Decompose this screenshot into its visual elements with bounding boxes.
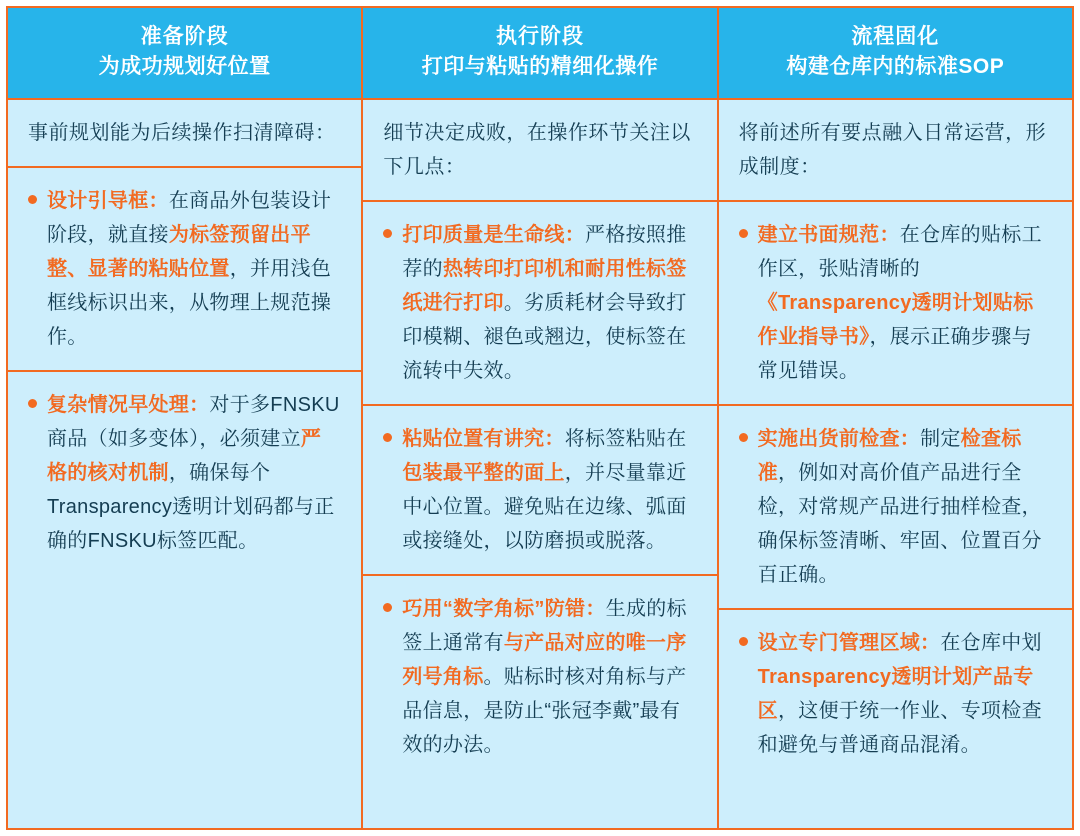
- bullet-lead: 设计引导框：: [47, 190, 169, 212]
- column-intro-text: 将前述所有要点融入日常运营，形成制度：: [719, 100, 1072, 202]
- column-header-execution: [363, 8, 716, 100]
- column-intro-text: 细节决定成败，在操作环节关注以下几点：: [363, 100, 716, 202]
- bullet-rest-1: 生成的标签上通常有: [402, 598, 687, 654]
- column-title-line2: 打印与粘贴的精细化操作: [421, 55, 659, 78]
- column-title-line1: 准备阶段: [140, 25, 229, 48]
- bullet-rest-2: 。劣质耗材会导致打印模糊、褪色或翘边，使标签在流转中失效。: [402, 292, 687, 382]
- bullet-lead: 巧用“数字角标”防错：: [402, 598, 606, 620]
- column-title-line1: 执行阶段: [495, 25, 584, 48]
- bullet-text: [28, 184, 341, 354]
- bullet-emphasis-1: 与产品对应的唯一序列号角标: [402, 632, 687, 688]
- column-execution: [361, 8, 716, 828]
- list-item: [719, 202, 1072, 404]
- column-intro-text: 事前规划能为后续操作扫清障碍：: [8, 100, 361, 168]
- bullet-rest-2: ，确保每个Transparency透明计划码都与正确的FNSKU标签匹配。: [47, 462, 335, 552]
- list-item: [719, 608, 1072, 778]
- bullet-emphasis-1: 严格的核对机制: [47, 428, 322, 484]
- bullet-rest-1: 在仓库的贴标工作区，张贴清晰的: [757, 224, 1042, 280]
- bullet-lead: 建立书面规范：: [757, 224, 900, 246]
- bullet-lead: 复杂情况早处理：: [47, 394, 210, 416]
- bullet-rest-1: 将标签粘贴在: [564, 428, 687, 450]
- bullet-dot-icon: [739, 229, 748, 238]
- bullet-rest-2: ，并用浅色框线标识出来，从物理上规范操作。: [47, 258, 332, 348]
- list-item: [8, 168, 361, 370]
- bullet-rest-1: 在仓库中划: [940, 632, 1042, 654]
- column-standardization: [717, 8, 1072, 828]
- bullet-rest-2: ，例如对高价值产品进行全检，对常规产品进行抽样检查，确保标签清晰、牢固、位置百分百正确。: [757, 462, 1042, 586]
- bullet-text: [739, 218, 1052, 388]
- bullet-emphasis-1: 《Transparency透明计划贴标作业指导书》: [757, 292, 1034, 348]
- column-title-line1: 流程固化: [851, 25, 940, 48]
- bullet-rest-1: 在商品外包装设计阶段，就直接: [47, 190, 332, 246]
- bullet-rest-1: 对于多FNSKU商品（如多变体），必须建立: [47, 394, 340, 450]
- column-preparation: [8, 8, 361, 828]
- bullet-lead: 设立专门管理区域：: [757, 632, 941, 654]
- bullet-text: [739, 422, 1052, 592]
- bullet-dot-icon: [739, 433, 748, 442]
- column-title-line2: 为成功规划好位置: [98, 55, 271, 78]
- column-title-line2: 构建仓库内的标准SOP: [786, 55, 1005, 78]
- column-header-standardization: [719, 8, 1072, 100]
- column-header-preparation: [8, 8, 361, 100]
- bullet-emphasis-1: 检查标准: [757, 428, 1022, 484]
- bullet-list: [719, 202, 1072, 828]
- bullet-emphasis-1: 为标签预留出平整、显著的粘贴位置: [47, 224, 311, 280]
- list-item: [8, 370, 361, 574]
- bullet-list: [8, 168, 361, 828]
- bullet-lead: 实施出货前检查：: [757, 428, 921, 450]
- bullet-text: [383, 592, 696, 762]
- bullet-lead: 粘贴位置有讲究：: [402, 428, 565, 450]
- bullet-rest-2: ，并尽量靠近中心位置。避免贴在边缘、弧面或接缝处，以防磨损或脱落。: [402, 462, 687, 552]
- bullet-dot-icon: [28, 195, 37, 204]
- bullet-list: [363, 202, 716, 828]
- bullet-rest-1: 严格按照推荐的: [402, 224, 687, 280]
- list-item: [363, 404, 716, 574]
- bullet-emphasis-1: 热转印打印机和耐用性标签纸进行打印: [402, 258, 687, 314]
- bullet-text: [739, 626, 1052, 762]
- bullet-text: [383, 422, 696, 558]
- bullet-dot-icon: [28, 399, 37, 408]
- bullet-rest-2: ，这便于统一作业、专项检查和避免与普通商品混淆。: [757, 700, 1042, 756]
- list-item: [719, 404, 1072, 608]
- bullet-text: [383, 218, 696, 388]
- bullet-rest-2: 。贴标时核对角标与产品信息，是防止“张冠李戴”最有效的办法。: [402, 666, 687, 756]
- list-item: [363, 574, 716, 778]
- bullet-lead: 打印质量是生命线：: [402, 224, 586, 246]
- three-column-board: [6, 6, 1074, 830]
- list-item: [363, 202, 716, 404]
- bullet-emphasis-1: 包装最平整的面上: [402, 462, 565, 484]
- bullet-rest-2: ，展示正确步骤与常见错误。: [757, 326, 1032, 382]
- bullet-emphasis-1: Transparency透明计划产品专区: [757, 666, 1034, 722]
- bullet-text: [28, 388, 341, 558]
- bullet-dot-icon: [739, 637, 748, 646]
- bullet-rest-1: 制定: [920, 428, 961, 450]
